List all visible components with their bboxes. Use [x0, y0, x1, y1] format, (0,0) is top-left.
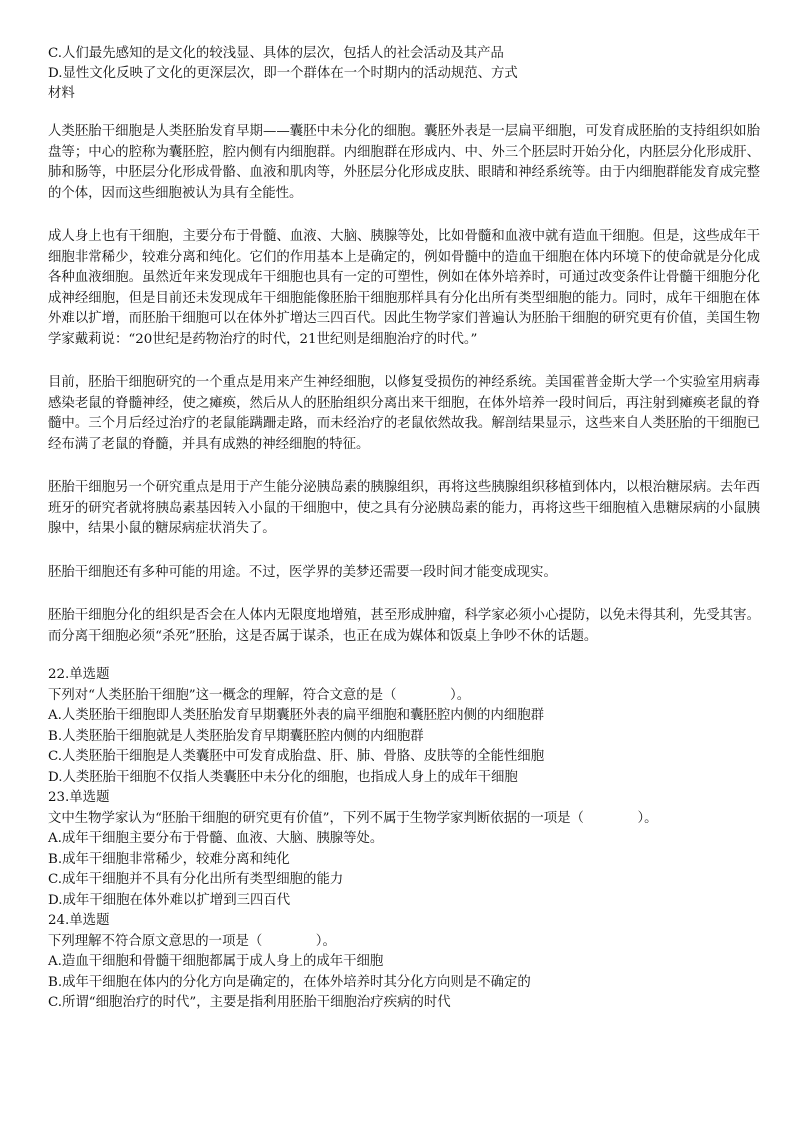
option-a[interactable]: A.造血干细胞和骨髓干细胞都属于成人身上的成年干细胞 [48, 954, 384, 969]
paragraph-6: 胚胎干细胞分化的组织是否会在人体内无限度地增殖，甚至形成肿瘤，科学家必须小心提防，以免未得其利，先受其害。而分离干细胞必须“杀死”胚胎，这是否属于谋杀，也正在成为媒体和饭桌上争吵不休的话题。 [48, 608, 760, 644]
paragraph-1: 人类胚胎干细胞是人类胚胎发育早期——囊胚中未分化的细胞。囊胚外表是一层扁平细胞，可发育成胚胎的支持组织如胎盘等；中心的腔称为囊胚腔，腔内侧有内细胞群。内细胞群在形成内、中、外三个胚层时开始分化，内胚层分化形成肝、肺和肠等，中胚层分化形成骨骼、血液和肌肉等，外胚层分化形成皮肤、眼睛和神经系统等。由于内细胞群能发育成完整的个体，因而这些细胞被认为具有全能性。 [48, 124, 760, 201]
option-c[interactable]: C.人们最先感知的是文化的较浅显、具体的层次，包括人的社会活动及其产品 [48, 46, 504, 61]
paragraph-4: 胚胎干细胞另一个研究重点是用于产生能分泌胰岛素的胰腺组织，再将这些胰腺组织移植到体内，以根治糖尿病。去年西班牙的研究者就将胰岛素基因转入小鼠的干细胞中，使之具有分泌胰岛素的能力，再将这些干细胞植入患糖尿病的小鼠胰腺中，结果小鼠的糖尿病症状消失了。 [48, 480, 760, 536]
question-stem: 下列对“人类胚胎干细胞”这一概念的理解，符合文意的是（ ）。 [48, 687, 471, 703]
paragraph-2: 成人身上也有干细胞，主要分布于骨髓、血液、大脑、胰腺等处，比如骨髓和血液中就有造血干细胞。但是，这些成年干细胞非常稀少，较难分离和纯化。它们的作用基本上是确定的，例如骨髓中的造血干细胞在体内环境下的使命就是分化成各种血液细胞。虽然近年来发现成年干细胞也具有一定的可塑性，例如在体外培养时，可通过改变条件让骨髓干细胞分化成神经细胞，但是目前还未发现成年干细胞能像胚胎干细胞那样具有分化出所有类型细胞的能力。同时，成年干细胞在体外难以扩增，而胚胎干细胞可以在体外扩增达三四百代。因此生物学家们普遍认为胚胎干细胞的研究更有价值，美国生物学家戴莉说：“20世纪是药物治疗的时代，21世纪则是细胞治疗的时代。” [48, 229, 760, 347]
option-a[interactable]: A.人类胚胎干细胞即人类胚胎发育早期囊胚外表的扁平细胞和囊胚腔内侧的内细胞群 [48, 708, 544, 723]
option-c[interactable]: C.所谓“细胞治疗的时代”，主要是指利用胚胎干细胞治疗疾病的时代 [48, 995, 451, 1010]
previous-question-options [48, 44, 760, 84]
option-a[interactable]: A.成年干细胞主要分布于骨髓、血液、大脑、胰腺等处。 [48, 831, 384, 846]
question-number: 23.单选题 [48, 790, 110, 805]
option-d[interactable]: D.显性文化反映了文化的更深层次，即一个群体在一个时期内的活动规范、方式 [48, 66, 518, 81]
question-stem: 下列理解不符合原文意思的一项是（ ）。 [48, 933, 336, 949]
document-page [48, 44, 760, 1014]
question-23 [48, 788, 760, 911]
paragraph-3: 目前，胚胎干细胞研究的一个重点是用来产生神经细胞，以修复受损伤的神经系统。美国霍普金斯大学一个实验室用病毒感染老鼠的脊髓神经，使之瘫痪，然后从人的胚胎组织分离出来干细胞，在体外培养一段时间后，再注射到瘫痪老鼠的脊髓中。三个月后经过治疗的老鼠能蹒跚走路，而未经治疗的老鼠依然故我。解剖结果显示，这些来自人类胚胎的干细胞已经布满了老鼠的脊髓，并具有成熟的神经细胞的特征。 [48, 375, 760, 452]
option-d[interactable]: D.人类胚胎干细胞不仅指人类囊胚中未分化的细胞，也指成人身上的成年干细胞 [48, 769, 518, 785]
paragraph-5: 胚胎干细胞还有多种可能的用途。不过，医学界的美梦还需要一段时间才能变成现实。 [48, 564, 557, 580]
question-number: 24.单选题 [48, 913, 110, 928]
option-b[interactable]: B.人类胚胎干细胞就是人类胚胎发育早期囊胚腔内侧的内细胞群 [48, 728, 424, 744]
question-stem: 文中生物学家认为“胚胎干细胞的研究更有价值”，下列不属于生物学家判断依据的一项是（ ）。 [48, 810, 658, 826]
question-24 [48, 911, 760, 1014]
material-label: 材料 [48, 86, 75, 101]
option-c[interactable]: C.人类胚胎干细胞是人类囊胚中可发育成胎盘、肝、肺、骨胳、皮肤等的全能性细胞 [48, 749, 545, 764]
question-22 [48, 665, 760, 788]
question-number: 22.单选题 [48, 667, 110, 682]
option-b[interactable]: B.成年干细胞非常稀少，较难分离和纯化 [48, 851, 290, 867]
option-d[interactable]: D.成年干细胞在体外难以扩增到三四百代 [48, 892, 291, 908]
option-b[interactable]: B.成年干细胞在体内的分化方向是确定的，在体外培养时其分化方向则是不确定的 [48, 974, 531, 990]
option-c[interactable]: C.成年干细胞并不具有分化出所有类型细胞的能力 [48, 872, 344, 887]
